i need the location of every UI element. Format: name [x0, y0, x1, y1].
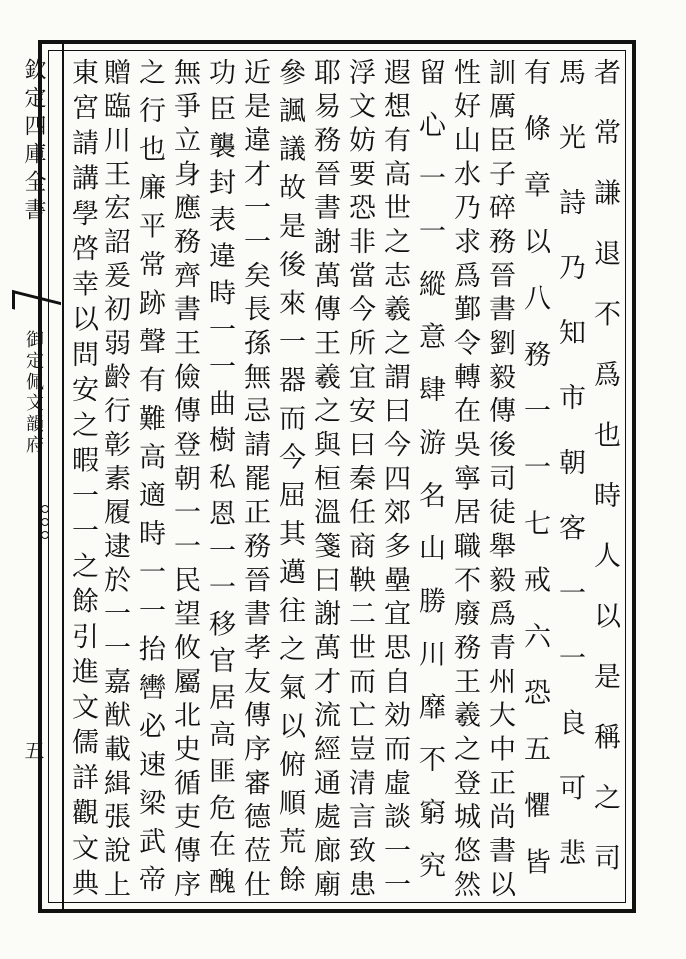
text-column: 有條章以八務一一七戒六恐五懼皆	[519, 58, 550, 904]
text-column: 無爭立身應務齊書王儉傳登朝一一民望攸屬北史循吏傳序	[169, 58, 200, 904]
page-number: 五	[21, 740, 45, 766]
book-subtitle: 御定佩文韻府	[23, 330, 44, 456]
text-column: 東宮請講學啓幸以問安之暇一一之餘引進文儒詳觀文典	[67, 58, 98, 904]
text-column: 留心一一縱意肆游名山勝川靡不窮究	[414, 58, 445, 905]
text-column: 近是違才一一矣長孫無忌請罷正務晉書孝友傳序審德莅仕	[239, 58, 270, 904]
text-column: 參諷議故是後來一器而今屈其邁往之氣以俯順荒餘	[274, 58, 305, 904]
text-column: 馬光詩乃知市朝客一一良可悲	[554, 58, 585, 905]
text-column: 者常謙退不爲也時人以是稱之司	[589, 58, 620, 905]
text-column: 浮文妨要恐非當今所宜安曰秦任商鞅二世而亡豈清言致患	[344, 58, 375, 904]
text-column: 功臣襲封表違時一一曲樹私恩一一移官居高匪危在醜	[204, 58, 235, 904]
text-column: 性好山水乃求爲鄞令轉在吳寧居職不廢務王羲之登城悠然	[449, 58, 480, 904]
text-column: 訓厲臣子碎務晉書劉毅傳後司徒舉毅爲青州大中正尚書以	[484, 58, 515, 904]
text-column: 遐想有高世之志羲之謂曰今四郊多壘宜思自効而虛談一一	[379, 58, 410, 904]
text-column: 之行也廉平常跡聲有難高適時一一抬轡必速梁武帝	[134, 58, 165, 904]
book-title: 欽定四庫全書	[21, 58, 46, 226]
text-column: 耶易務晉書謝萬傳王羲之與桓溫箋曰謝萬才流經通處廊廟	[309, 58, 340, 904]
text-column: 贈臨川王宏詔爰初弱齡行彰素履逮於一一嘉猷載緝張說上	[99, 58, 130, 904]
